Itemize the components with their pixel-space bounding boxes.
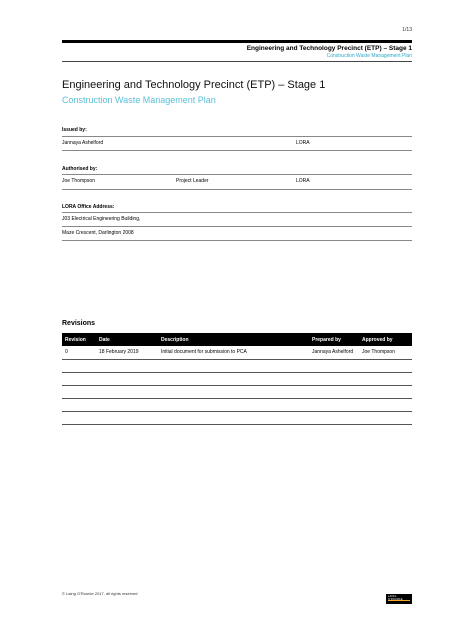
issued-by-label: Issued by: [62,127,87,133]
row-date: 18 February 2019 [99,349,139,355]
company-logo [386,594,412,604]
authorised-bottom-rule [62,189,412,190]
logo-text: LAING [388,595,397,598]
document-title: Engineering and Technology Precinct (ETP) – Stage 1 [62,79,326,91]
revisions-heading: Revisions [62,320,96,327]
row-description: Initial document for submission to PCA [161,349,247,355]
table-row-rule [62,398,412,399]
page-number: 1/13 [402,27,412,33]
office-address-label: LORA Office Address: [62,204,115,210]
authorised-by-name: Joe Thompson [62,178,95,184]
table-row-rule [62,424,412,425]
office-bottom-rule [62,240,412,241]
issued-by-org: LORA [296,140,310,146]
footer-copyright: © Laing O'Rourke 2017, all rights reserved [62,591,138,596]
issued-divider [62,136,412,137]
revisions-table-header [62,333,412,346]
issued-bottom-rule [62,150,412,151]
row-prepared-by: Jannaya Ashelford [312,349,354,355]
column-date: Date [99,337,110,343]
row-approved-by: Joe Thompson [362,349,395,355]
office-address-line1: J03 Electrical Engineering Building, [62,216,141,222]
header-title: Engineering and Technology Precinct (ETP) – Stage 1 [246,45,412,52]
column-description: Description [161,337,189,343]
authorised-by-role: Project Leader [176,178,209,184]
authorised-divider [62,174,412,175]
header-subtitle: Construction Waste Management Plan [326,53,412,59]
header-divider [62,61,412,62]
office-line-rule [62,226,412,227]
authorised-by-org: LORA [296,178,310,184]
column-prepared-by: Prepared by [312,337,341,343]
table-row-rule [62,385,412,386]
document-subtitle: Construction Waste Management Plan [62,95,216,105]
office-divider [62,212,412,213]
table-row-rule [62,411,412,412]
table-row-rule [62,359,412,360]
header-rule [62,40,412,43]
column-revision: Revision [65,337,86,343]
logo-accent-bar [388,600,410,601]
column-approved-by: Approved by [362,337,393,343]
office-address-line2: Maze Crescent, Darlington 2008 [62,230,134,236]
authorised-by-label: Authorised by: [62,166,98,172]
table-row-rule [62,372,412,373]
issued-by-name: Jannaya Ashelford [62,140,104,146]
row-revision: 0 [65,349,68,355]
table-row [62,349,412,359]
